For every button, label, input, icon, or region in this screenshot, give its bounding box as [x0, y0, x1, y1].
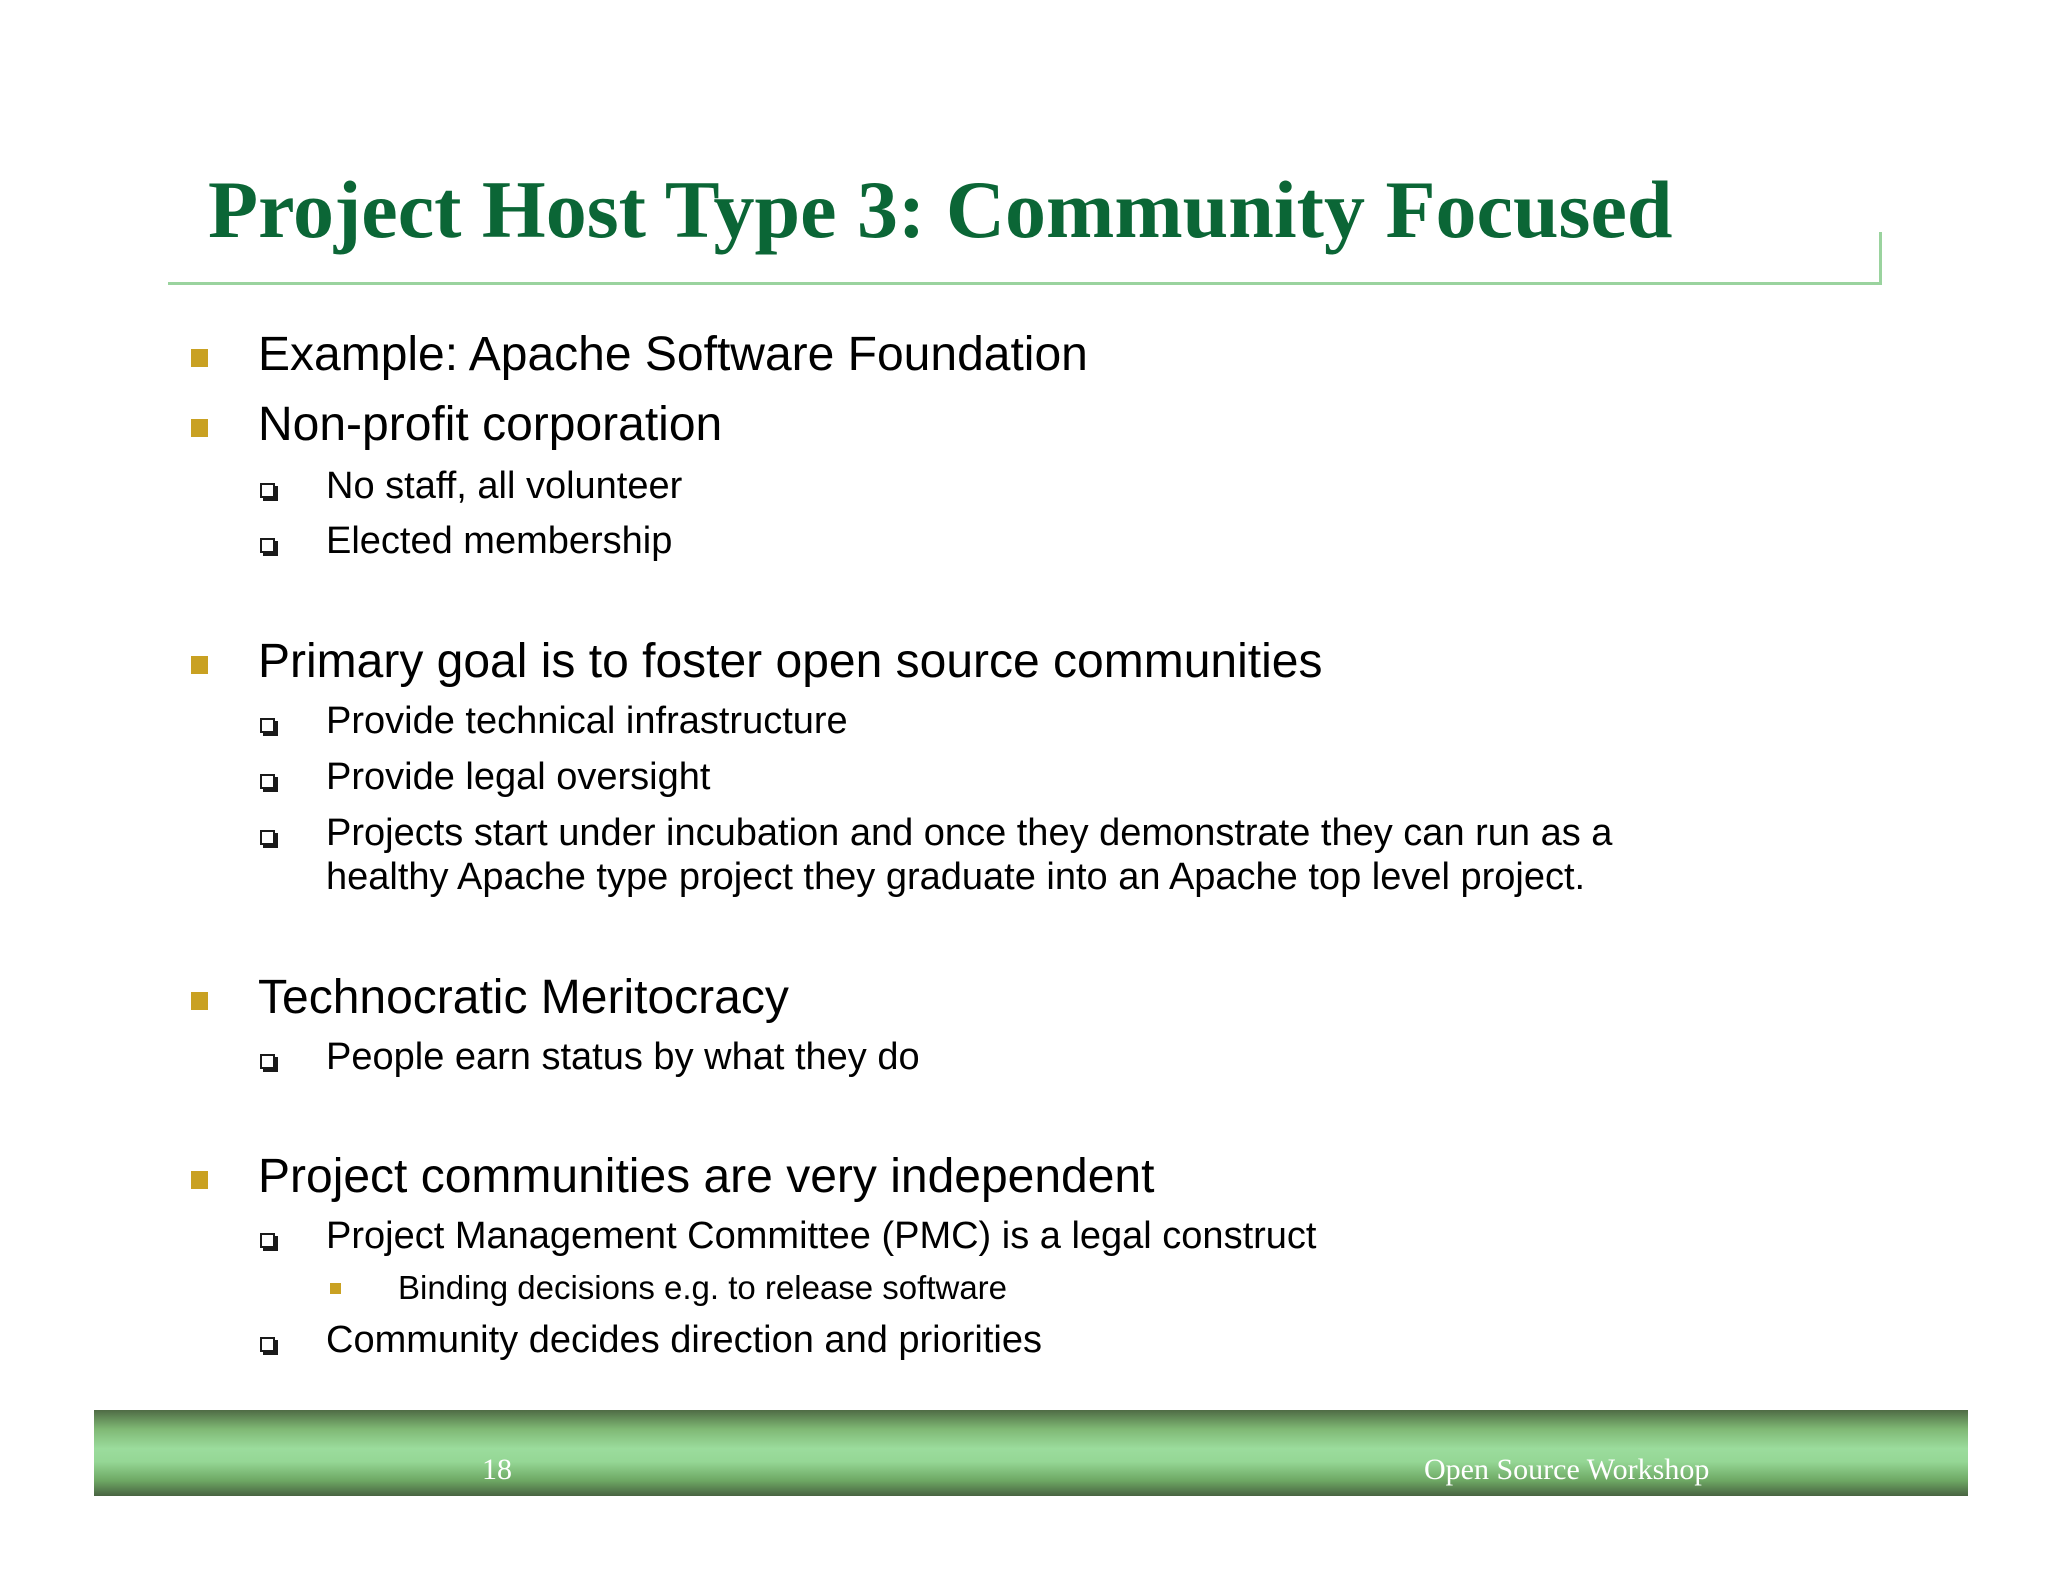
bullet-4-sub-1-text: People earn status by what they do — [326, 1036, 920, 1078]
footer-label: Open Source Workshop — [1424, 1453, 1710, 1486]
square-bullet-icon — [191, 992, 208, 1010]
square-bullet-icon — [191, 1171, 208, 1189]
checkbox-bullet-icon — [260, 830, 275, 845]
bullet-5-subsub-1-text: Binding decisions e.g. to release software — [398, 1269, 1008, 1306]
bullet-5-sub-1-text: Project Management Committee (PMC) is a legal construct — [326, 1215, 1317, 1257]
checkbox-bullet-icon — [260, 1337, 275, 1352]
checkbox-bullet-icon — [260, 538, 275, 553]
checkbox-bullet-icon — [260, 483, 275, 498]
checkbox-bullet-icon — [260, 718, 275, 733]
square-bullet-icon — [191, 419, 208, 437]
bullet-2-sub-2-text: Elected membership — [326, 520, 673, 562]
bullet-3-sub-1-text: Provide technical infrastructure — [326, 700, 848, 742]
bullet-1-text: Example: Apache Software Foundation — [258, 328, 1088, 381]
checkbox-bullet-icon — [260, 774, 275, 789]
checkbox-bullet-icon — [260, 1054, 275, 1069]
bullet-2-text: Non-profit corporation — [258, 398, 723, 451]
bullet-3-text: Primary goal is to foster open source communities — [258, 635, 1323, 688]
bullet-5-sub-2-text: Community decides direction and priorities — [326, 1319, 1042, 1361]
bullet-3-sub-3-line-2: healthy Apache type project they graduate into an Apache top level project. — [326, 856, 1586, 898]
checkbox-bullet-icon — [260, 1233, 275, 1248]
bullet-5-text: Project communities are very independent — [258, 1150, 1155, 1203]
square-bullet-icon — [191, 656, 208, 674]
bullet-4-text: Technocratic Meritocracy — [258, 971, 789, 1024]
square-bullet-icon — [191, 349, 208, 367]
bullet-3-sub-3-line-1: Projects start under incubation and once they demonstrate they can run as a — [326, 812, 1613, 854]
bullet-3-sub-2-text: Provide legal oversight — [326, 756, 711, 798]
slide-title: Project Host Type 3: Community Focused — [208, 164, 1673, 255]
slide-page-number: 18 — [482, 1453, 512, 1486]
bullet-2-sub-1-text: No staff, all volunteer — [326, 465, 683, 507]
square-bullet-icon — [330, 1283, 341, 1294]
